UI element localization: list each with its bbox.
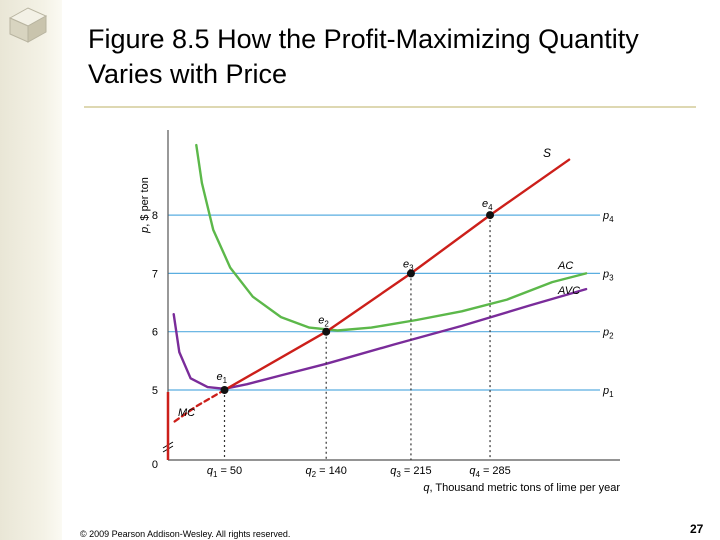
x-tick-label-q2: $q_2 = 140$ xyxy=(305,465,347,479)
equilibrium-point-e4 xyxy=(486,211,494,219)
price-label-p3: $p_3$ xyxy=(603,268,614,283)
price-label-p1: $p_1$ xyxy=(603,385,614,399)
equilibrium-point-e2 xyxy=(322,328,330,336)
y-tick-label: 5 xyxy=(151,385,158,397)
x-axis-label: q, Thousand metric tons of lime per year xyxy=(423,482,620,494)
ac-curve-label: AC xyxy=(558,260,574,272)
slide-title: Figure 8.5 How the Profit-Maximizing Quantity Varies with Price xyxy=(88,24,639,89)
y-tick-label: 8 xyxy=(151,210,158,223)
y-axis-label: p, $ per ton xyxy=(139,177,151,233)
price-label-p2: $p_2$ xyxy=(603,326,614,341)
y-tick-label: 7 xyxy=(151,268,158,281)
supply-curve-label: S xyxy=(543,146,552,160)
avc-curve-label: AVC xyxy=(558,285,581,297)
equilibrium-point-e1 xyxy=(221,386,229,394)
ac-curve xyxy=(196,145,586,330)
page-number: 27 xyxy=(690,522,704,536)
equilibrium-label-e4: $e_4$ xyxy=(482,198,493,213)
x-tick-label-q3: $q_3 = 215$ xyxy=(390,465,432,479)
equilibrium-label-e1: $e_1$ xyxy=(216,371,228,385)
supply-curve xyxy=(225,160,570,390)
copyright-notice: © 2009 Pearson Addison-Wesley. All rights reserved. xyxy=(80,529,291,539)
x-tick-label-q4: $q_4 = 285$ xyxy=(469,465,511,479)
avc-curve xyxy=(174,289,586,389)
y-tick-label: 6 xyxy=(151,326,158,339)
equilibrium-label-e3: $e_3$ xyxy=(402,258,414,273)
x-tick-label-q1: $q_1 = 50$ xyxy=(206,465,243,479)
y-tick-label: 0 xyxy=(151,459,158,471)
mc-curve-label: MC xyxy=(178,407,196,419)
equilibrium-label-e2: $e_2$ xyxy=(318,314,329,329)
price-label-p4: $p_4$ xyxy=(603,210,614,225)
